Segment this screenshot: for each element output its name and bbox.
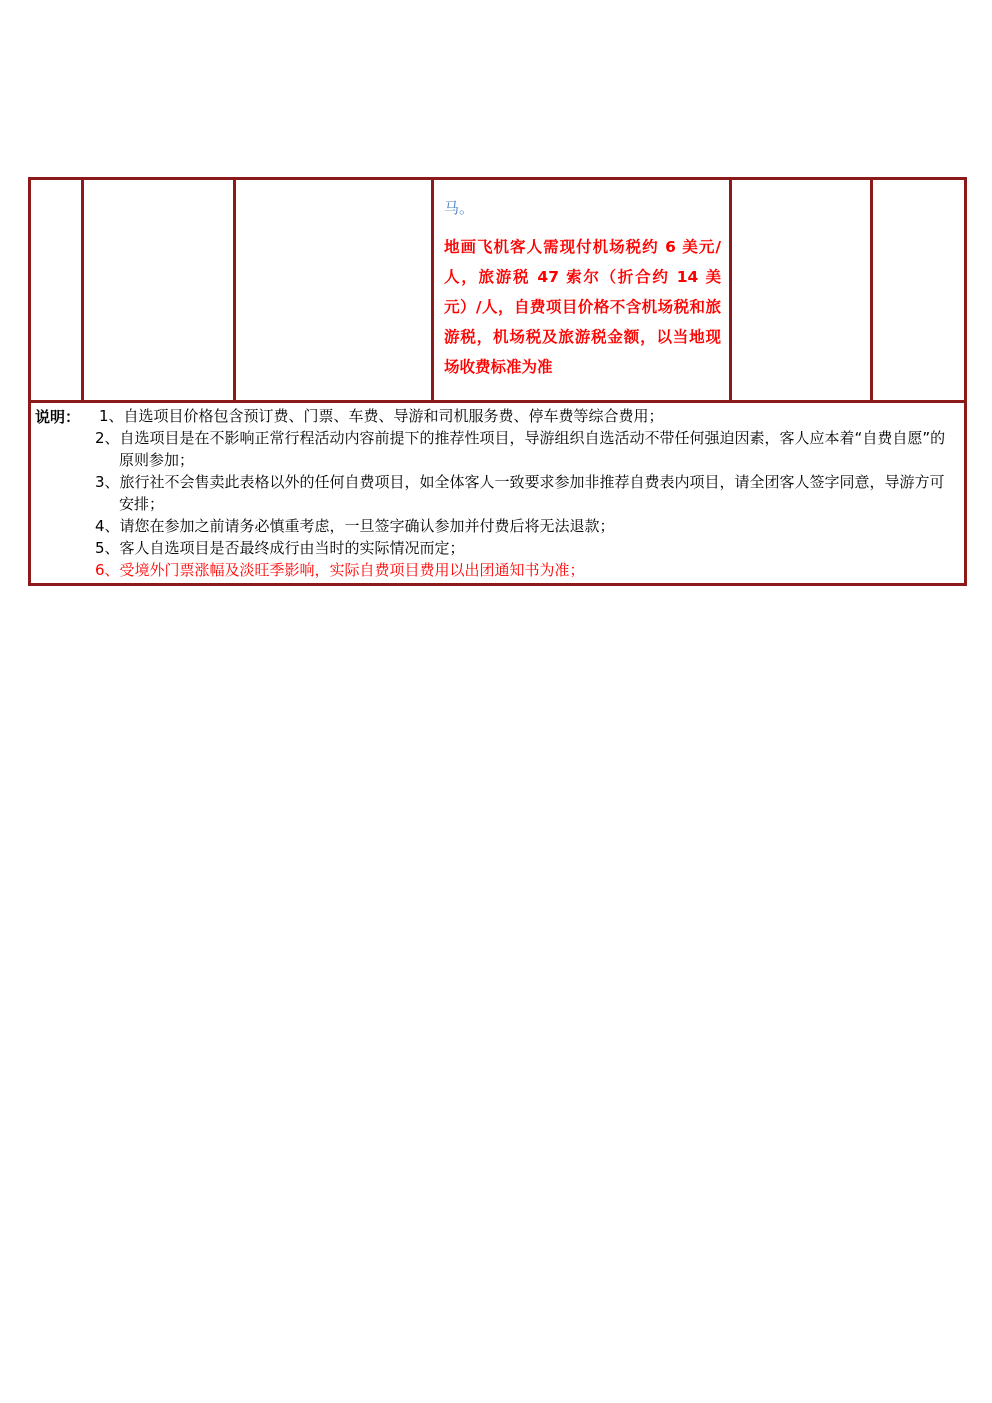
footer-row	[30, 402, 966, 585]
optional-items-table	[28, 177, 967, 586]
table-row	[30, 179, 966, 402]
footer-notes-cell	[30, 402, 966, 585]
footer-note-item: 3、旅行社不会售卖此表格以外的任何自费项目，如全体客人一致要求参加非推荐自费表内项目，请全团客人签字同意，导游方可安排；	[95, 473, 945, 513]
footer-notes-list	[95, 405, 956, 581]
footer-note-item: 4、请您在参加之前请务必慎重考虑，一旦签字确认参加并付费后将无法退款；	[95, 517, 615, 535]
table-cell-duration	[872, 179, 966, 402]
airport-tax-note: 地画飞机客人需现付机场税约 6 美元/人，旅游税 47 索尔（折合约 14 美元）/人，自费项目价格不含机场税和旅游税，机场税及旅游税金额，以当地现场收费标准为准	[444, 238, 721, 376]
footer-label: 说明：	[35, 408, 81, 426]
footer-note-item-highlight: 6、受境外门票涨幅及淡旺季影响，实际自费项目费用以出团通知书为准；	[95, 561, 585, 579]
table-cell-price	[731, 179, 872, 402]
table-cell-description	[433, 179, 731, 402]
footer-note-item: 1、自选项目价格包含预订费、门票、车费、导游和司机服务费、停车费等综合费用；	[99, 407, 664, 425]
table-cell-region	[83, 179, 235, 402]
table-cell-item-name	[235, 179, 433, 402]
footer-note-item: 5、客人自选项目是否最终成行由当时的实际情况而定；	[95, 539, 465, 557]
description-continuation: 马。	[444, 199, 475, 217]
footer-note-item: 2、自选项目是在不影响正常行程活动内容前提下的推荐性项目，导游组织自选活动不带任何强迫因素，客人应本着“自费自愿”的原则参加；	[95, 429, 946, 469]
footer-notes	[35, 405, 956, 581]
table-cell-index	[30, 179, 83, 402]
